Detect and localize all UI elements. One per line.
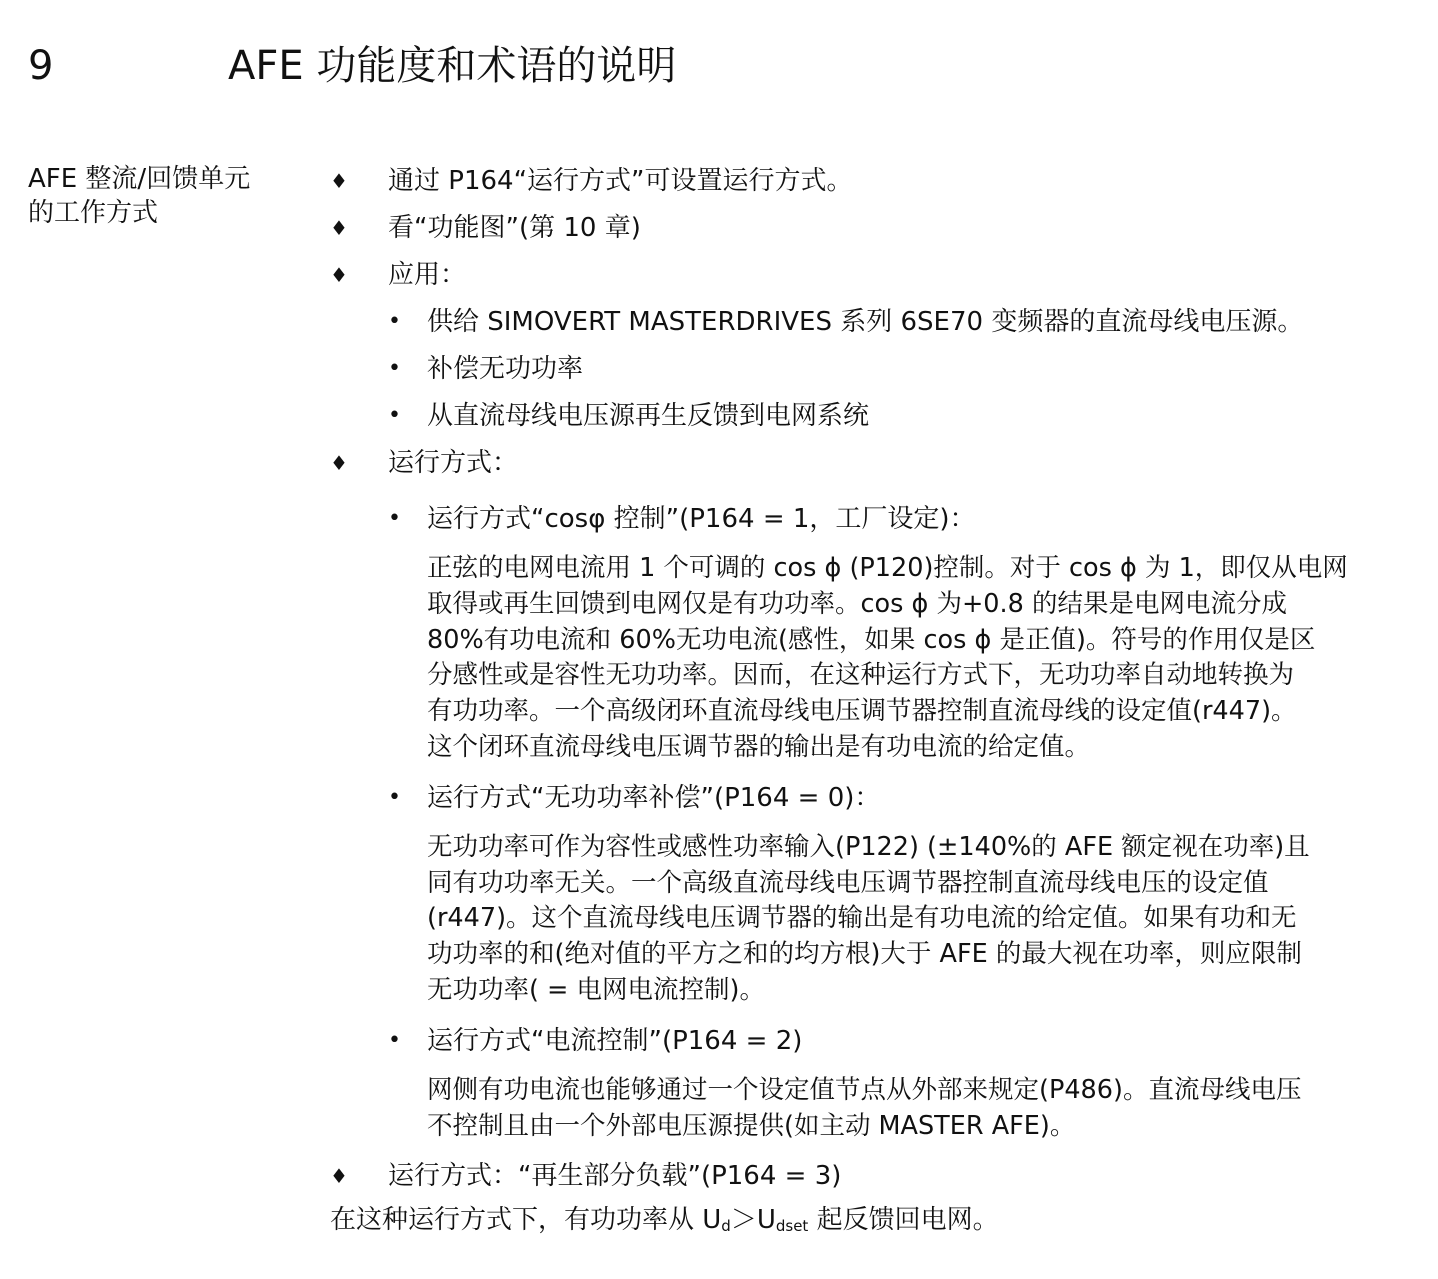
mode-reactive-power-description: [330, 830, 1380, 1009]
sub-list-item: [330, 304, 1380, 340]
paragraph-line: 80%有功电流和 60%无功电流(感性，如果 cos ϕ 是正值)。符号的作用仅是区: [427, 624, 1316, 655]
list-item-text: 运行方式：: [388, 448, 519, 478]
paragraph-line: 无功功率可作为容性或感性功率输入(P122) (±140%的 AFE 额定视在功率)且: [427, 831, 1310, 862]
diamond-bullet-icon: ♦: [330, 263, 348, 287]
dot-bullet-icon: •: [388, 309, 401, 334]
mode-cos-phi-description: [330, 551, 1380, 766]
paragraph-line: 有功功率。一个高级闭环直流母线电压调节器控制直流母线的设定值(r447)。: [427, 696, 1297, 727]
diamond-bullet-icon: ♦: [330, 1164, 348, 1189]
paragraph-line: (r447)。这个直流母线电压调节器的输出是有功电流的给定值。如果有功和无: [427, 903, 1297, 934]
side-label-line-2: 的工作方式: [28, 198, 159, 228]
paragraph-line: 不控制且由一个外部电压源提供(如主动 MASTER AFE)。: [427, 1110, 1076, 1141]
side-label: [28, 162, 278, 230]
mode-reactive-power-label: [330, 780, 1380, 816]
sub-list-item-text: 从直流母线电压源再生反馈到电网系统: [427, 401, 870, 431]
dot-bullet-icon: •: [388, 403, 401, 428]
paragraph-line: 正弦的电网电流用 1 个可调的 cos ϕ (P120)控制。对于 cos ϕ 为 1，即仅从电网: [427, 553, 1348, 583]
paragraph-line: 功功率的和(绝对值的平方之和的均方根)大于 AFE 的最大视在功率，则应限制: [427, 939, 1302, 970]
sub-list-item: [330, 398, 1380, 434]
diamond-bullet-icon: ♦: [330, 216, 348, 240]
subscript-d: d: [721, 1217, 731, 1236]
dot-bullet-icon: •: [388, 784, 401, 810]
paragraph-line: 分感性或是容性无功功率。因而，在这种运行方式下，无功功率自动地转换为: [427, 660, 1295, 691]
side-label-line-1: AFE 整流/回馈单元: [28, 164, 251, 194]
list-item: [330, 210, 1380, 246]
list-item: [330, 257, 1380, 293]
chapter-title: AFE 功能度和术语的说明: [228, 43, 677, 89]
mode-label-text: 运行方式“cosφ 控制”(P164 = 1，工厂设定)：: [427, 504, 976, 534]
diamond-bullet-icon: ♦: [330, 169, 348, 193]
paragraph-line: 无功功率( = 电网电流控制)。: [427, 974, 765, 1005]
dot-bullet-icon: •: [388, 356, 401, 381]
sub-list-item-text: 供给 SIMOVERT MASTERDRIVES 系列 6SE70 变频器的直流母线电压源。: [427, 307, 1304, 337]
sub-list-item-text: 补偿无功功率: [427, 354, 584, 384]
main-content: [330, 163, 1380, 1244]
paragraph-line: 同有功功率无关。一个高级直流母线电压调节器控制直流母线电压的设定值: [427, 867, 1269, 898]
paragraph-line: 取得或再生回馈到电网仅是有功功率。cos ϕ 为+0.8 的结果是电网电流分成: [427, 588, 1287, 619]
subscript-dset: dset: [775, 1217, 809, 1236]
dot-bullet-icon: •: [388, 1027, 401, 1053]
mode-label-text: 运行方式“电流控制”(P164 = 2): [427, 1025, 803, 1056]
list-item-text: 应用：: [388, 260, 467, 290]
list-item: [330, 445, 1380, 481]
footer-sentence: [330, 1202, 1380, 1244]
mode-label-text: 运行方式“无功功率补偿”(P164 = 0)：: [427, 782, 881, 813]
paragraph-line: 这个闭环直流母线电压调节器的输出是有功电流的给定值。: [427, 731, 1091, 762]
mode-cos-phi-label: [330, 501, 1380, 537]
list-item: [330, 1158, 1380, 1194]
list-item-text: 看“功能图”(第 10 章): [388, 213, 641, 243]
chapter-number: 9: [28, 43, 54, 89]
mode-current-control-description: [330, 1073, 1380, 1145]
mode-current-control-label: [330, 1023, 1380, 1059]
diamond-bullet-icon: ♦: [330, 451, 348, 475]
list-item: [330, 163, 1380, 199]
dot-bullet-icon: •: [388, 506, 401, 531]
list-item-text: 运行方式：“再生部分负载”(P164 = 3): [388, 1161, 842, 1192]
footer-text-prefix: 在这种运行方式下，有功功率从 U: [330, 1205, 722, 1236]
sub-list-item: [330, 351, 1380, 387]
footer-text-suffix: 起反馈回电网。: [808, 1205, 999, 1236]
list-item-text: 通过 P164“运行方式”可设置运行方式。: [388, 166, 853, 196]
footer-text-middle: ＞U: [730, 1205, 776, 1236]
paragraph-line: 网侧有功电流也能够通过一个设定值节点从外部来规定(P486)。直流母线电压: [427, 1074, 1302, 1105]
